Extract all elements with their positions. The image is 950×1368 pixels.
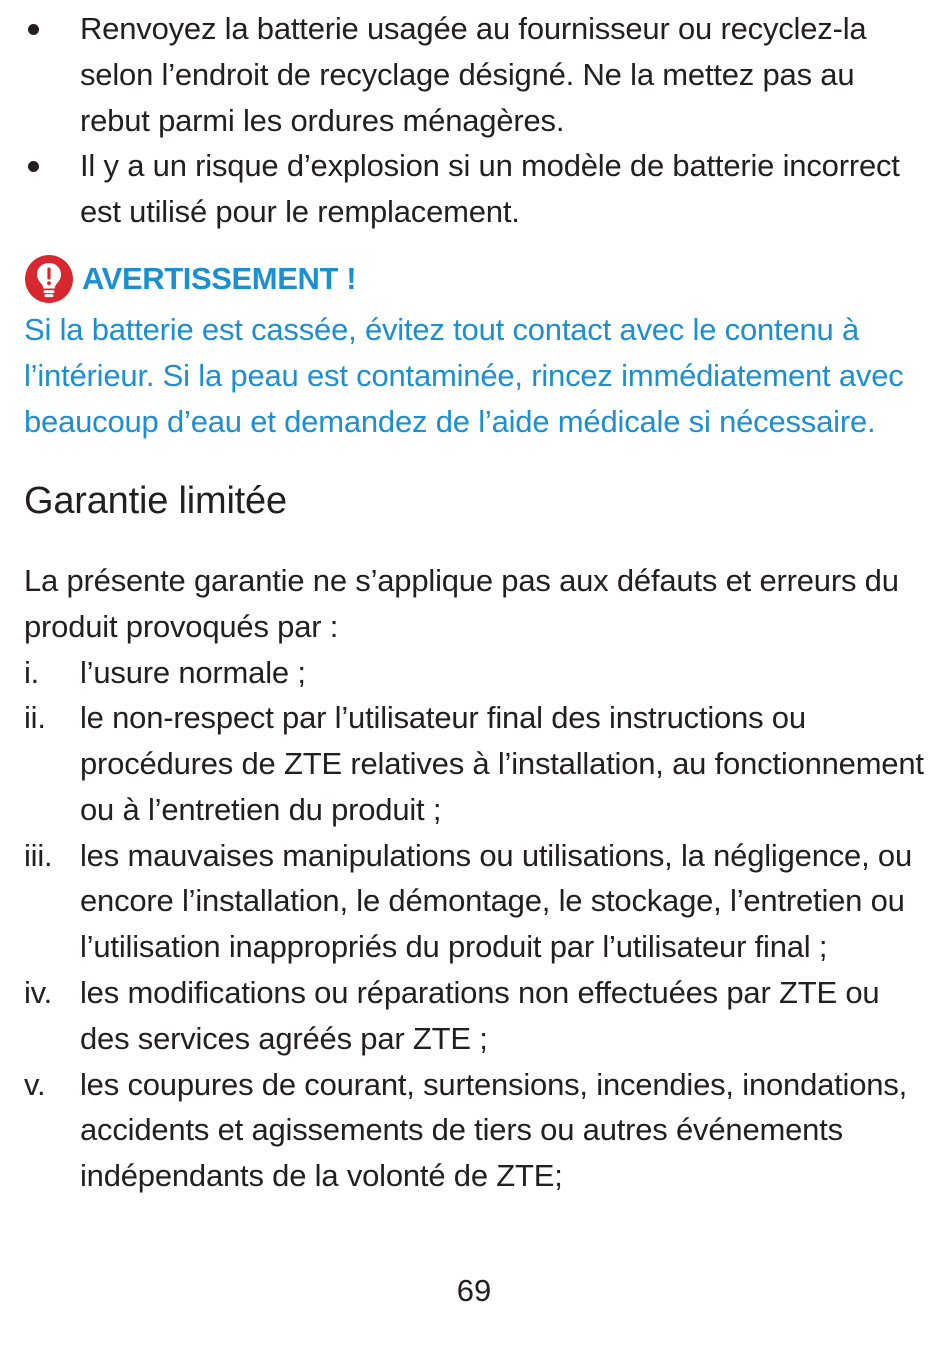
bullet-item <box>24 6 924 143</box>
list-item-text: les modifications ou réparations non effectuées par ZTE ou des services agréés par ZTE ; <box>80 975 880 1056</box>
bullet-item <box>24 143 924 235</box>
warning-title: AVERTISSEMENT ! <box>82 260 357 296</box>
list-item-text: l’usure normale ; <box>80 654 306 690</box>
list-item-number: v. <box>24 1066 46 1102</box>
list-item <box>24 650 924 696</box>
list-item <box>24 695 924 832</box>
list-item <box>24 970 924 1062</box>
bullet-dot <box>28 24 39 35</box>
warning-body: Si la batterie est cassée, évitez tout contact avec le contenu à l’intérieur. Si la peau est contaminée, rincez immédiatement avec beaucoup d’eau et demandez de l’aide médicale si nécessaire. <box>24 311 904 439</box>
list-item-number: i. <box>24 654 40 690</box>
list-item-text: le non-respect par l’utilisateur final des instructions ou procédures de ZTE relatives à l’installation, au fonctionnement ou à l’entretien du produit ; <box>80 700 924 827</box>
list-item <box>24 833 924 970</box>
list-item <box>24 1062 924 1199</box>
warning-lightbulb-icon <box>24 254 74 304</box>
list-item-text: les coupures de courant, surtensions, incendies, inondations, accidents et agissements de tiers ou autres événements indépendants de la volonté de ZTE; <box>80 1066 908 1194</box>
bullet-text: Renvoyez la batterie usagée au fournisseur ou recyclez-la selon l’endroit de recyclage désigné. Ne la mettez pas au rebut parmi les ordures ménagères. <box>80 11 867 138</box>
list-item-number: iii. <box>24 837 53 873</box>
battery-bullet-list <box>24 6 924 235</box>
list-item-number: ii. <box>24 700 46 736</box>
warranty-intro: La présente garantie ne s’applique pas aux défauts et erreurs du produit provoqués par : <box>24 562 899 644</box>
bullet-text: Il y a un risque d’explosion si un modèle de batterie incorrect est utilisé pour le remplacement. <box>80 148 900 230</box>
list-item-text: les mauvaises manipulations ou utilisations, la négligence, ou encore l’installation, le démontage, le stockage, l’entretien ou l’utilisation inappropriés du produit par l’utilisateur final ; <box>80 837 912 965</box>
warning-header <box>24 255 924 303</box>
document-page <box>24 6 924 1308</box>
list-item-number: iv. <box>24 975 53 1011</box>
section-title: Garantie limitée <box>24 480 287 523</box>
warranty-exclusion-list <box>24 650 924 1200</box>
bullet-dot <box>28 161 39 172</box>
page-number: 69 <box>456 1273 492 1308</box>
